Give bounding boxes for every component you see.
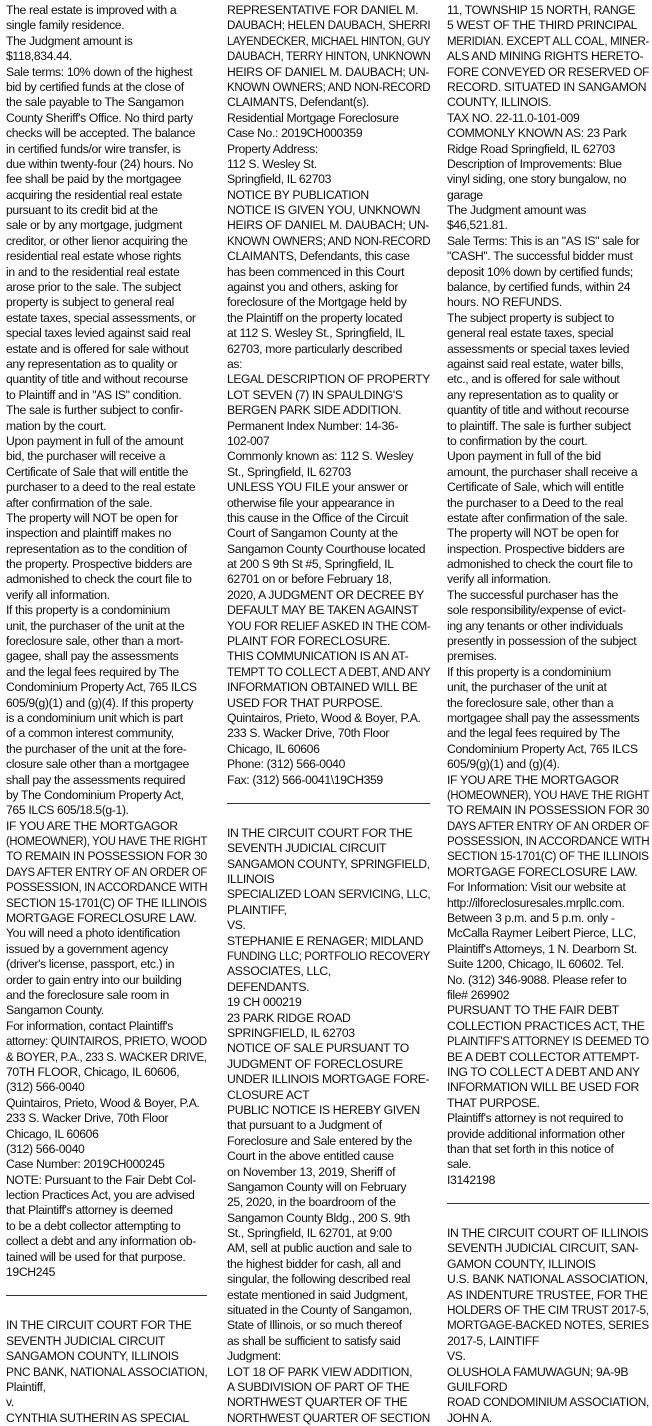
notice-text-line: GUILFORD bbox=[447, 1379, 508, 1394]
notice-text-line: 19 CH 000219 bbox=[227, 995, 302, 1010]
notice-text-line: foreclosure of the Mortgage held by bbox=[227, 295, 407, 310]
notice-text-line: as shall be sufficient to satisfy said bbox=[227, 1333, 401, 1348]
notice-text-line: THAT PURPOSE. bbox=[447, 1095, 540, 1110]
notice-text-line: (HOMEOWNER), YOU HAVE THE RIGHT bbox=[6, 834, 208, 849]
notice-text-line: POSSESSION, IN ACCORDANCE WITH bbox=[447, 834, 650, 849]
notice-text-line: GAMON COUNTY, ILLINOIS bbox=[447, 1256, 596, 1271]
notice-text-line: The successful purchaser has the bbox=[447, 587, 619, 602]
notice-text-line: McCalla Raymer Leibert Pierce, LLC, bbox=[447, 926, 636, 941]
notice-text-line: of a common interest community, bbox=[6, 726, 174, 741]
notice-text-line: SECTION 15-1701(C) OF THE ILLINOIS bbox=[6, 895, 207, 910]
notice-text-line: POSSESSION, IN ACCORDANCE WITH bbox=[6, 880, 208, 895]
notice-text-line: general real estate taxes, special bbox=[447, 326, 614, 341]
notice-text-line: CLOSURE ACT bbox=[227, 1087, 310, 1102]
section-divider bbox=[227, 803, 430, 804]
notice-text-line: The Judgment amount was bbox=[447, 203, 586, 218]
notice-text-line: 19CH245 bbox=[6, 1265, 56, 1280]
notice-text-line: 62701 on or before February 18, bbox=[227, 572, 392, 587]
notice-text-line: Permanent Index Number: 14-36- bbox=[227, 418, 399, 433]
notice-text-line: VS. bbox=[447, 1349, 466, 1364]
notice-text-line: MORTGAGE-BACKED NOTES, SERIES bbox=[447, 1318, 649, 1333]
notice-text-line: attorney: QUINTAIROS, PRIETO, WOOD bbox=[6, 1034, 207, 1049]
notice-text-line: NOTICE IS GIVEN YOU, UNKNOWN bbox=[227, 203, 421, 218]
notice-text-line: Suite 1200, Chicago, IL 60602. Tel. bbox=[447, 957, 624, 972]
notice-text-line: THIS COMMUNICATION IS AN AT- bbox=[227, 649, 409, 664]
notice-text-line: mation by the court. bbox=[6, 418, 107, 433]
notice-text-line: the purchaser to a Deed to the real bbox=[447, 495, 624, 510]
notice-text-line: KNOWN OWNERS; AND NON-RECORD bbox=[227, 79, 431, 94]
notice-text-line: PUBLIC NOTICE IS HEREBY GIVEN bbox=[227, 1102, 420, 1117]
notice-text-line: If this property is a condominium bbox=[447, 664, 611, 679]
notice-text-line: VS. bbox=[227, 918, 246, 933]
notice-text-line: Plaintiff's attorney is not required to bbox=[447, 1111, 624, 1126]
legal-notice-column-2 bbox=[227, 3, 431, 1425]
notice-text-line: SANGAMON COUNTY, SPRINGFIELD, bbox=[227, 856, 430, 871]
notice-text-line: residential real estate whose rights bbox=[6, 249, 182, 264]
notice-text-line: PLAINTIFF, bbox=[227, 902, 287, 917]
notice-text-line: TEMPT TO COLLECT A DEBT, AND ANY bbox=[227, 664, 431, 679]
notice-text-line: Commonly known as: 112 S. Wesley bbox=[227, 449, 414, 464]
notice-text-line: 2017-5, LAINTIFF bbox=[447, 1333, 539, 1348]
notice-text-line: collect a debt and any information ob- bbox=[6, 1234, 196, 1249]
notice-text-line: 25, 2020, in the boardroom of the bbox=[227, 1195, 396, 1210]
notice-text-line: on November 13, 2019, Sheriff of bbox=[227, 1164, 396, 1179]
notice-text-line: County Sheriff's Office. No third party bbox=[6, 110, 193, 125]
notice-text-line: Plaintiff, bbox=[6, 1379, 46, 1394]
notice-text-line: Ridge Road Springfield, IL 62703 bbox=[447, 141, 615, 156]
notice-text-line: at 200 S 9th St #5, Springfield, IL bbox=[227, 557, 394, 572]
notice-text-line: SEVENTH JUDICIAL CIRCUIT, SAN- bbox=[447, 1241, 639, 1256]
notice-text-line: Condominium Property Act, 765 ILCS bbox=[6, 680, 197, 695]
notice-text-line: Condominium Property Act, 765 ILCS bbox=[447, 741, 638, 756]
notice-text-line: The subject property is subject to bbox=[447, 310, 614, 325]
notice-text-line: AM, sell at public auction and sale to bbox=[227, 1241, 412, 1256]
notice-text-line: OLUSHOLA FAMUWAGUN; 9A-9B bbox=[447, 1364, 629, 1379]
notice-text-line: the foreclosure sale, other than a bbox=[447, 695, 614, 710]
notice-text-line: to Plaintiff and in "AS IS" condition. bbox=[6, 387, 182, 402]
notice-text-line: LAYENDECKER, MICHAEL HINTON, GUY bbox=[227, 33, 431, 48]
notice-text-line: inspection. Prospective bidders are bbox=[447, 541, 625, 556]
notice-text-line: NOTE: Pursuant to the Fair Debt Col- bbox=[6, 1172, 196, 1187]
notice-text-line: by The Condominium Property Act, bbox=[6, 787, 184, 802]
notice-text-line: estate mentioned in said Judgment, bbox=[227, 1287, 408, 1302]
notice-text-line: lection Practices Act, you are advised bbox=[6, 1188, 195, 1203]
notice-text-line: bid by certified funds at the close of bbox=[6, 79, 184, 94]
notice-text-line: admonished to check the court file to bbox=[6, 572, 192, 587]
notice-text-line: tained will be used for that purpose. bbox=[6, 1249, 186, 1264]
notice-text-line: in and to the residential real estate bbox=[6, 264, 180, 279]
notice-text-line: 11, TOWNSHIP 15 NORTH, RANGE bbox=[447, 3, 636, 17]
notice-text-line: Case Number: 2019CH000245 bbox=[6, 1157, 165, 1172]
notice-text-line: admonished to check the court file to bbox=[447, 557, 633, 572]
notice-text-line: against said real estate, water bills, bbox=[447, 356, 624, 371]
notice-text-line: due within twenty-four (24) hours. No bbox=[6, 156, 193, 171]
notice-text-line: HEIRS OF DANIEL M. DAUBACH; UN- bbox=[227, 64, 430, 79]
notice-text-line: KNOWN OWNERS; AND NON-RECORD bbox=[227, 233, 431, 248]
notice-text-line: HOLDERS OF THE CIM TRUST 2017-5, bbox=[447, 1303, 649, 1318]
notice-text-line: No. (312) 346-9088. Please refer to bbox=[447, 972, 627, 987]
notice-text-line: 2020, A JUDGMENT OR DECREE BY bbox=[227, 587, 424, 602]
notice-text-line: ILLINOIS bbox=[227, 872, 275, 887]
notice-text-line: IF YOU ARE THE MORTGAGOR bbox=[447, 772, 619, 787]
notice-text-line: after confirmation of the sale. bbox=[6, 495, 153, 510]
notice-text-line: checks will be accepted. The balance bbox=[6, 126, 196, 141]
notice-text-line: situated in the County of Sangamon, bbox=[227, 1303, 412, 1318]
notice-text-line: vinyl siding, one story bungalow, no bbox=[447, 172, 627, 187]
notice-text-line: 605/9(g)(1) and (g)(4). bbox=[447, 757, 560, 772]
notice-text-line: Case No.: 2019CH000359 bbox=[227, 126, 363, 141]
notice-text-line: $46,521.81. bbox=[447, 218, 508, 233]
notice-text-line: in certified funds/or wire transfer, is bbox=[6, 141, 181, 156]
notice-text-line: The sale is further subject to confir- bbox=[6, 403, 184, 418]
notice-text-line: (driver's license, passport, etc.) in bbox=[6, 957, 175, 972]
notice-text-line: RECORD. SITUATED IN SANGAMON bbox=[447, 79, 647, 94]
notice-text-line: any representation as to quality or bbox=[447, 387, 619, 402]
notice-text-line: quantity of title and without recourse bbox=[447, 403, 629, 418]
notice-text-line: NORTHWEST QUARTER OF SECTION bbox=[227, 1410, 430, 1425]
notice-text-line: CYNTHIA SUTHERIN AS SPECIAL bbox=[6, 1410, 189, 1425]
notice-text-line: 23 PARK RIDGE ROAD bbox=[227, 1010, 351, 1025]
notice-text-line: and the legal fees required by The bbox=[447, 726, 620, 741]
notice-text-line: Chicago, IL 60606 bbox=[6, 1126, 99, 1141]
notice-text-line: 605/9(g)(1) and (g)(4). If this property bbox=[6, 695, 194, 710]
notice-text-line: than that set forth in this notice of bbox=[447, 1141, 614, 1156]
notice-text-line: to confirmation by the court. bbox=[447, 433, 588, 448]
notice-text-line: 102-007 bbox=[227, 433, 270, 448]
notice-text-line: INFORMATION OBTAINED WILL BE bbox=[227, 680, 418, 695]
notice-text-line: order to gain entry into our building bbox=[6, 972, 182, 987]
notice-text-line: MERIDIAN. EXCEPT ALL COAL, MINER- bbox=[447, 33, 649, 48]
notice-text-line: USED FOR THAT PURPOSE. bbox=[227, 695, 383, 710]
notice-text-line: Certificate of Sale, which will entitle bbox=[447, 480, 624, 495]
notice-text-line: The property will NOT be open for bbox=[447, 526, 619, 541]
notice-text-line: PLAINT FOR FORECLOSURE. bbox=[227, 634, 391, 649]
notice-text-line: provide additional information other bbox=[447, 1126, 625, 1141]
notice-text-line: amount, the purchaser shall receive a bbox=[447, 464, 638, 479]
notice-text-line: SPECIALIZED LOAN SERVICING, LLC, bbox=[227, 887, 431, 902]
notice-text-line: and the legal fees required by The bbox=[6, 664, 179, 679]
notice-text-line: St., Springfield, IL 62703 bbox=[227, 464, 351, 479]
notice-text-line: For Information: Visit our website at bbox=[447, 880, 626, 895]
notice-text-line: Upon payment in full of the bid bbox=[447, 449, 601, 464]
notice-text-line: the property. Prospective bidders are bbox=[6, 557, 192, 572]
notice-text-line: HEIRS OF DANIEL M. DAUBACH; UN- bbox=[227, 218, 430, 233]
notice-text-line: arose prior to the sale. The subject bbox=[6, 280, 181, 295]
notice-text-line: ALS AND MINING RIGHTS HERETO- bbox=[447, 49, 644, 64]
notice-text-line: BE A DEBT COLLECTOR ATTEMPT- bbox=[447, 1049, 640, 1064]
notice-text-line: bid, the purchaser will receive a bbox=[6, 449, 166, 464]
notice-text-line: estate taxes, special assessments, or bbox=[6, 310, 196, 325]
section-divider bbox=[447, 1203, 649, 1204]
notice-text-line: CLAIMANTS, Defendant(s). bbox=[227, 95, 369, 110]
notice-text-line: Residential Mortgage Foreclosure bbox=[227, 110, 399, 125]
notice-text-line: sale or by any mortgage, judgment bbox=[6, 218, 183, 233]
notice-text-line: file# 269902 bbox=[447, 988, 510, 1002]
notice-text-line: as: bbox=[227, 356, 243, 371]
notice-text-line: SANGAMON COUNTY, ILLINOIS bbox=[6, 1349, 179, 1364]
notice-text-line: (312) 566-0040 bbox=[6, 1080, 85, 1095]
notice-text-line: TAX NO. 22-11.0-101-009 bbox=[447, 110, 580, 125]
notice-text-line: balance, by certified funds, within 24 bbox=[447, 280, 631, 295]
notice-text-line: Court in the above entitled cause bbox=[227, 1149, 394, 1164]
notice-text-line: ROAD CONDOMINIUM ASSOCIATION, bbox=[447, 1395, 649, 1410]
notice-text-line: UNDER ILLINOIS MORTGAGE FORE- bbox=[227, 1072, 430, 1087]
notice-text-line: presently in possession of the subject bbox=[447, 634, 637, 649]
notice-text-line: Judgment: bbox=[227, 1349, 281, 1364]
notice-text-line: Court of Sangamon County at the bbox=[227, 526, 398, 541]
notice-text-line: 112 S. Wesley St. bbox=[227, 156, 317, 171]
notice-text-line: The Judgment amount is bbox=[6, 33, 133, 48]
notice-text-line: You will need a photo identification bbox=[6, 926, 180, 941]
notice-text-line: unit, the purchaser of the unit at the bbox=[6, 618, 185, 633]
notice-text-line: DAUBACH; HELEN DAUBACH, SHERRI bbox=[227, 18, 431, 33]
notice-text-line: Chicago, IL 60606 bbox=[227, 741, 320, 756]
notice-text-line: The property will NOT be open for bbox=[6, 510, 178, 525]
notice-text-line: DAUBACH, TERRY HINTON, UNKNOWN bbox=[227, 49, 431, 64]
notice-text-line: AS INDENTURE TRUSTEE, FOR THE bbox=[447, 1287, 648, 1302]
notice-text-line: verify all information. bbox=[6, 587, 110, 602]
section-divider bbox=[6, 1295, 207, 1296]
notice-text-line: PURSUANT TO THE FAIR DEBT bbox=[447, 1003, 619, 1018]
notice-text-line: 5 WEST OF THE THIRD PRINCIPAL bbox=[447, 18, 638, 33]
notice-text-line: property is subject to general real bbox=[6, 295, 174, 310]
notice-text-line: JOHN A. bbox=[447, 1410, 492, 1425]
notice-text-line: Quintairos, Prieto, Wood & Boyer, P.A. bbox=[227, 710, 421, 725]
notice-text-line: Upon payment in full of the amount bbox=[6, 433, 184, 448]
notice-text-line: otherwise file your appearance in bbox=[227, 495, 395, 510]
notice-text-line: TO REMAIN IN POSSESSION FOR 30 bbox=[447, 803, 649, 818]
notice-text-line: NOTICE BY PUBLICATION bbox=[227, 187, 369, 202]
notice-text-line: IN THE CIRCUIT COURT FOR THE bbox=[227, 825, 413, 840]
notice-text-line: LOT 18 OF PARK VIEW ADDITION, bbox=[227, 1364, 413, 1379]
notice-text-line: etc., and is offered for sale without bbox=[447, 372, 620, 387]
notice-text-line: any representation as to quality or bbox=[6, 356, 178, 371]
notice-text-line: the highest bidder for cash, all and bbox=[227, 1256, 401, 1271]
notice-text-line: the sale payable to The Sangamon bbox=[6, 95, 184, 110]
notice-text-line: I3142198 bbox=[447, 1172, 496, 1187]
notice-text-line: representation as to the condition of bbox=[6, 541, 187, 556]
notice-text-line: Sale Terms: This is an "AS IS" sale for bbox=[447, 233, 640, 248]
notice-text-line: and the foreclosure sale room in bbox=[6, 988, 169, 1002]
notice-text-line: COLLECTION PRACTICES ACT, THE bbox=[447, 1018, 645, 1033]
notice-text-line: issued by a government agency bbox=[6, 941, 168, 956]
notice-text-line: that pursuant to a Judgment of bbox=[227, 1118, 382, 1133]
notice-text-line: BERGEN PARK SIDE ADDITION. bbox=[227, 403, 402, 418]
notice-text-line: against you and others, asking for bbox=[227, 280, 399, 295]
notice-text-line: SEVENTH JUDICIAL CIRCUIT bbox=[6, 1333, 166, 1348]
notice-text-line: Sangamon County. bbox=[6, 1003, 104, 1018]
notice-text-line: State of Illinois, or so much thereof bbox=[227, 1318, 402, 1333]
legal-notice-column-1 bbox=[6, 3, 208, 1425]
notice-text-line: IN THE CIRCUIT COURT FOR THE bbox=[6, 1318, 192, 1333]
notice-text-line: Property Address: bbox=[227, 141, 318, 156]
notice-text-line: & BOYER, P.A., 233 S. WACKER DRIVE, bbox=[6, 1049, 207, 1064]
notice-text-line: ING TO COLLECT A DEBT AND ANY bbox=[447, 1064, 640, 1079]
notice-text-line: COUNTY, ILLINOIS. bbox=[447, 95, 552, 110]
notice-text-line: YOU FOR RELIEF ASKED IN THE COM- bbox=[227, 618, 431, 633]
notice-text-line: Sangamon County Bldg., 200 S. 9th bbox=[227, 1210, 410, 1225]
notice-text-line: Sale terms: 10% down of the highest bbox=[6, 64, 193, 79]
notice-text-line: Foreclosure and Sale entered by the bbox=[227, 1133, 412, 1148]
notice-text-line: Springfield, IL 62703 bbox=[227, 172, 331, 187]
notice-text-line: singular, the following described real bbox=[227, 1272, 411, 1287]
notice-text-line: ASSOCIATES, LLC, bbox=[227, 964, 331, 979]
notice-text-line: JUDGMENT OF FORECLOSURE bbox=[227, 1056, 403, 1071]
notice-text-line: SEVENTH JUDICIAL CIRCUIT bbox=[227, 841, 387, 856]
notice-text-line: single family residence. bbox=[6, 18, 125, 33]
notice-text-line: PNC BANK, NATIONAL ASSOCIATION, bbox=[6, 1364, 208, 1379]
notice-text-line: For information, contact Plaintiff's bbox=[6, 1018, 173, 1033]
notice-text-line: special taxes levied against said real bbox=[6, 326, 191, 341]
notice-text-line: DEFENDANTS. bbox=[227, 979, 310, 994]
notice-text-line: assessments or special taxes levied bbox=[447, 341, 630, 356]
notice-text-line: unit, the purchaser of the unit at bbox=[447, 680, 607, 695]
notice-text-line: pursuant to its credit bid at the bbox=[6, 203, 158, 218]
notice-text-line: NOTICE OF SALE PURSUANT TO bbox=[227, 1041, 409, 1056]
notice-text-line: http://ilforeclosuresales.mrpllc.com. bbox=[447, 895, 625, 910]
notice-text-line: FUNDING LLC; PORTFOLIO RECOVERY bbox=[227, 949, 430, 964]
notice-text-line: CLAIMANTS, Defendants, this case bbox=[227, 249, 410, 264]
notice-text-line: "CASH". The successful bidder must bbox=[447, 249, 633, 264]
notice-text-line: FORE CONVEYED OR RESERVED OF bbox=[447, 64, 650, 79]
notice-text-line: PLAINTIFF'S ATTORNEY IS DEEMED TO bbox=[447, 1034, 649, 1049]
notice-text-line: 62703, more particularly described bbox=[227, 341, 403, 356]
notice-text-line: v. bbox=[6, 1395, 14, 1410]
notice-text-line: estate after confirmation of the sale. bbox=[447, 510, 628, 525]
notice-text-line: is a condominium unit which is part bbox=[6, 710, 183, 725]
notice-text-line: estate and is offered for sale without bbox=[6, 341, 189, 356]
notice-text-line: LEGAL DESCRIPTION OF PROPERTY bbox=[227, 372, 430, 387]
notice-text-line: this cause in the Office of the Circuit bbox=[227, 510, 409, 525]
notice-text-line: TO REMAIN IN POSSESSION FOR 30 bbox=[6, 849, 207, 864]
notice-text-line: DEFAULT MAY BE TAKEN AGAINST bbox=[227, 603, 419, 618]
notice-text-line: A SUBDIVISION OF PART OF THE bbox=[227, 1379, 410, 1394]
notice-text-line: IN THE CIRCUIT COURT OF ILLINOIS bbox=[447, 1226, 649, 1241]
notice-text-line: 233 S. Wacker Drive, 70th Floor bbox=[227, 726, 390, 741]
notice-text-line: the purchaser of the unit at the fore- bbox=[6, 741, 187, 756]
notice-text-line: closure sale other than a mortgagee bbox=[6, 757, 189, 772]
notice-text-line: Description of Improvements: Blue bbox=[447, 156, 622, 171]
notice-text-line: has been commenced in this Court bbox=[227, 264, 405, 279]
notice-text-line: REPRESENTATIVE FOR DANIEL M. bbox=[227, 3, 419, 17]
notice-text-line: garage bbox=[447, 187, 483, 202]
notice-text-line: 233 S. Wacker Drive, 70th Floor bbox=[6, 1111, 169, 1126]
notice-text-line: that Plaintiff's attorney is deemed bbox=[6, 1203, 173, 1218]
notice-text-line: acquiring the residential real estate bbox=[6, 187, 183, 202]
notice-text-line: to plaintiff. The sale is further subject bbox=[447, 418, 631, 433]
notice-text-line: quantity of title and without recourse bbox=[6, 372, 188, 387]
notice-text-line: SECTION 15-1701(C) OF THE ILLINOIS bbox=[447, 849, 649, 864]
notice-text-line: ing any tenants or other individuals bbox=[447, 618, 623, 633]
notice-text-line: foreclosure sale, other than a mort- bbox=[6, 634, 184, 649]
notice-text-line: STEPHANIE E RENAGER; MIDLAND bbox=[227, 933, 424, 948]
notice-text-line: fee shall be paid by the mortgagee bbox=[6, 172, 182, 187]
notice-text-line: INFORMATION WILL BE USED FOR bbox=[447, 1080, 639, 1095]
notice-text-line: inspection and plaintiff makes no bbox=[6, 526, 172, 541]
notice-text-line: shall pay the assessments required bbox=[6, 772, 186, 787]
notice-text-line: If this property is a condominium bbox=[6, 603, 170, 618]
notice-text-line: verify all information. bbox=[447, 572, 551, 587]
notice-text-line: Plaintiff's Attorneys, 1 N. Dearborn St. bbox=[447, 941, 637, 956]
notice-text-line: premises. bbox=[447, 649, 497, 664]
notice-text-line: U.S. BANK NATIONAL ASSOCIATION, bbox=[447, 1272, 648, 1287]
notice-text-line: (HOMEOWNER), YOU HAVE THE RIGHT bbox=[447, 787, 650, 802]
notice-text-line: to be a debt collector attempting to bbox=[6, 1218, 181, 1233]
notice-text-line: deposit 10% down by certified funds; bbox=[447, 264, 633, 279]
notice-text-line: MORTGAGE FORECLOSURE LAW. bbox=[6, 911, 197, 926]
notice-text-line: Sangamon County Courthouse located bbox=[227, 541, 426, 556]
notice-text-line: creditor, or other lienor acquiring the bbox=[6, 233, 188, 248]
notice-text-line: $118,834.44. bbox=[6, 49, 73, 64]
notice-text-line: Sangamon County will on February bbox=[227, 1179, 407, 1194]
notice-text-line: DAYS AFTER ENTRY OF AN ORDER OF bbox=[447, 818, 650, 833]
notice-text-line: hours. NO REFUNDS. bbox=[447, 295, 562, 310]
notice-text-line: Fax: (312) 566-0041\19CH359 bbox=[227, 772, 383, 787]
notice-text-line: gagee, shall pay the assessments bbox=[6, 649, 179, 664]
notice-text-line: UNLESS YOU FILE your answer or bbox=[227, 480, 408, 495]
notice-text-line: sole responsibility/expense of evict- bbox=[447, 603, 626, 618]
notice-text-line: 70TH FLOOR, Chicago, IL 60606, bbox=[6, 1064, 180, 1079]
notice-text-line: at 112 S. Wesley St., Springfield, IL bbox=[227, 326, 405, 341]
notice-text-line: Quintairos, Prieto, Wood & Boyer, P.A. bbox=[6, 1095, 200, 1110]
notice-text-line: MORTGAGE FORECLOSURE LAW. bbox=[447, 864, 638, 879]
notice-text-line: Phone: (312) 566-0040 bbox=[227, 757, 346, 772]
notice-text-line: Certificate of Sale that will entitle the bbox=[6, 464, 189, 479]
notice-text-line: St., Springfield, IL 62701, at 9:00 bbox=[227, 1226, 392, 1241]
notice-text-line: purchaser to a deed to the real estate bbox=[6, 480, 196, 495]
notice-text-line: 765 ILCS 605/18.5(g-1). bbox=[6, 803, 129, 818]
notice-text-line: IF YOU ARE THE MORTGAGOR bbox=[6, 818, 178, 833]
notice-text-line: Between 3 p.m. and 5 p.m. only - bbox=[447, 911, 615, 926]
notice-text-line: NORTHWEST QUARTER OF THE bbox=[227, 1395, 408, 1410]
notice-text-line: The real estate is improved with a bbox=[6, 3, 177, 17]
notice-text-line: SPRINGFIELD, IL 62703 bbox=[227, 1026, 355, 1040]
notice-text-line: the Plaintiff on the property located bbox=[227, 310, 403, 325]
notice-text-line: sale. bbox=[447, 1157, 471, 1172]
notice-text-line: (312) 566-0040 bbox=[6, 1141, 85, 1156]
notice-text-line: COMMONLY KNOWN AS: 23 Park bbox=[447, 126, 627, 141]
notice-text-line: mortgagee shall pay the assessments bbox=[447, 710, 640, 725]
notice-text-line: LOT SEVEN (7) IN SPAULDING'S bbox=[227, 387, 403, 402]
notice-text-line: DAYS AFTER ENTRY OF AN ORDER OF bbox=[6, 864, 208, 879]
legal-notice-column-3 bbox=[447, 3, 650, 1425]
